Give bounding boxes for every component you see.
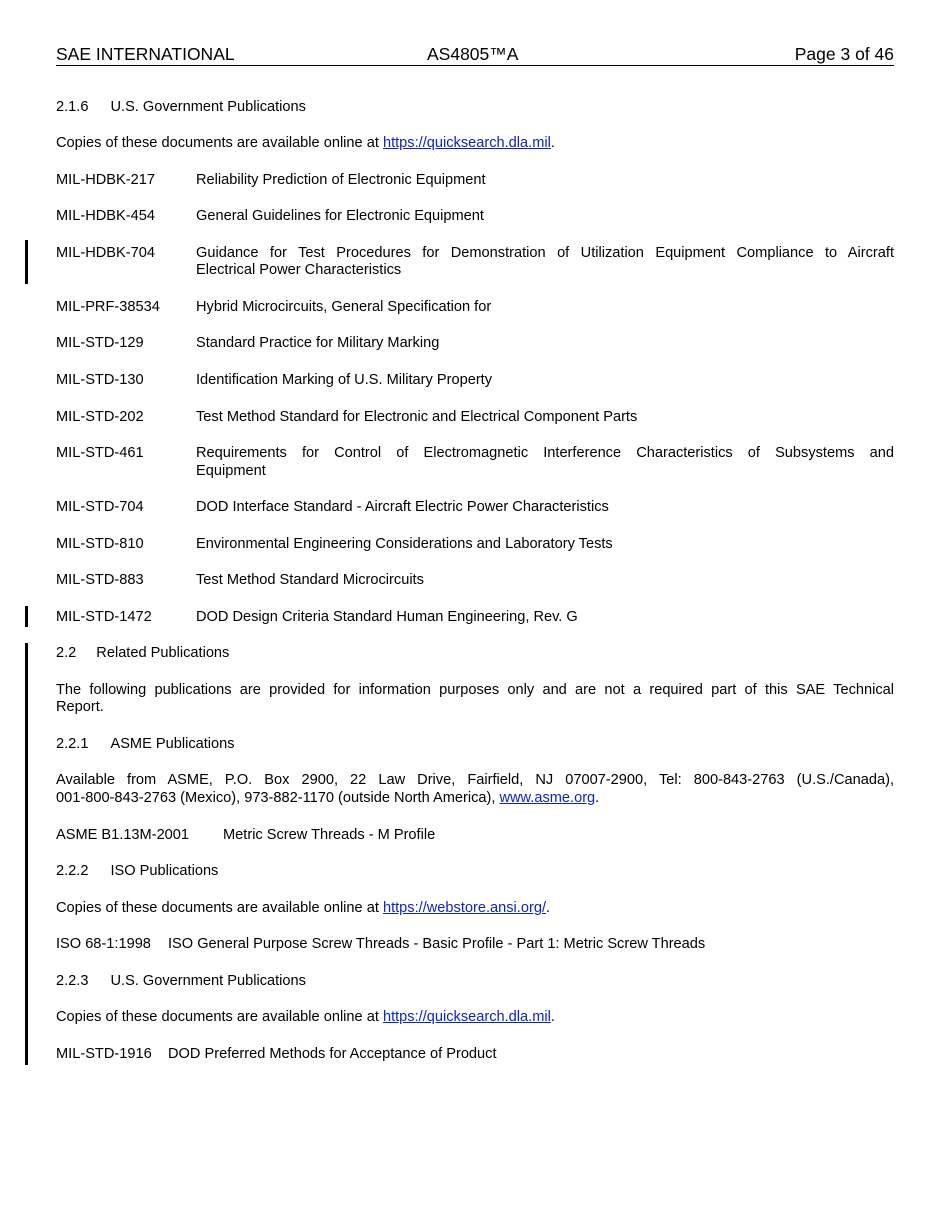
- ref-code: MIL-STD-129: [56, 335, 144, 351]
- ref-title: DOD Design Criteria Standard Human Engineering, Rev. G: [196, 609, 578, 625]
- section-number: 2.2.1: [56, 736, 89, 752]
- paragraph-text: Copies of these documents are available online at: [56, 900, 383, 916]
- ref-title-line2: Equipment: [196, 463, 266, 479]
- section-title: U.S. Government Publications: [110, 973, 306, 989]
- ref-title: ISO General Purpose Screw Threads - Basic Profile - Part 1: Metric Screw Threads: [168, 936, 706, 952]
- ref-title: DOD Interface Standard - Aircraft Electric Power Characteristics: [196, 499, 609, 515]
- ref-code: MIL-HDBK-217: [56, 172, 155, 188]
- period: .: [595, 790, 600, 806]
- ref-code: MIL-STD-1916: [56, 1046, 152, 1062]
- paragraph-line1: Available from ASME, P.O. Box 2900, 22 Law Drive, Fairfield, NJ 07007-2900, Tel: 800-843-2763 (U.S./Canada),: [56, 772, 894, 788]
- section-number: 2.1.6: [56, 99, 89, 115]
- section-title: U.S. Government Publications: [110, 99, 306, 115]
- revision-bar: [25, 643, 28, 1065]
- paragraph-line2: [56, 789, 599, 807]
- ref-code: MIL-HDBK-704: [56, 245, 155, 261]
- section-number: 2.2: [56, 645, 77, 661]
- ref-title: Environmental Engineering Considerations and Laboratory Tests: [196, 536, 613, 552]
- ref-title-line1: Requirements for Control of Electromagnetic Interference Characteristics of Subsystems and: [196, 445, 894, 461]
- ref-title: DOD Preferred Methods for Acceptance of Product: [168, 1046, 497, 1062]
- section-number: 2.2.2: [56, 863, 89, 879]
- availability-paragraph: [56, 899, 550, 917]
- paragraph-text: Copies of these documents are available online at: [56, 1009, 383, 1025]
- ref-title: Test Method Standard Microcircuits: [196, 572, 424, 588]
- ref-code: MIL-STD-130: [56, 372, 144, 388]
- availability-paragraph: [56, 1008, 555, 1026]
- dla-quicksearch-link[interactable]: https://quicksearch.dla.mil: [382, 135, 551, 151]
- header-org: SAE INTERNATIONAL: [56, 44, 235, 64]
- dla-quicksearch-link[interactable]: https://quicksearch.dla.mil: [382, 1009, 551, 1025]
- paragraph-line1: The following publications are provided for information purposes only and are not a required part of this SAE Technical: [56, 682, 894, 698]
- paragraph-text: 001-800-843-2763 (Mexico), 973-882-1170 (outside North America),: [56, 790, 500, 806]
- ref-title: Reliability Prediction of Electronic Equipment: [196, 172, 486, 188]
- ref-code: MIL-PRF-38534: [56, 299, 160, 315]
- ansi-webstore-link[interactable]: https://webstore.ansi.org/: [382, 900, 546, 916]
- ref-code: MIL-STD-810: [56, 536, 144, 552]
- period: .: [550, 1009, 555, 1025]
- ref-title: Hybrid Microcircuits, General Specification for: [196, 299, 492, 315]
- ref-title: Test Method Standard for Electronic and Electrical Component Parts: [196, 409, 638, 425]
- revision-bar: [25, 606, 28, 627]
- ref-title: General Guidelines for Electronic Equipment: [196, 208, 484, 224]
- availability-paragraph: [56, 134, 555, 152]
- ref-code: MIL-STD-883: [56, 572, 144, 588]
- paragraph-text: Copies of these documents are available online at: [56, 135, 383, 151]
- paragraph-line2: Report.: [56, 699, 104, 715]
- ref-code: MIL-STD-461: [56, 445, 144, 461]
- page-header: [56, 44, 894, 66]
- ref-code: MIL-HDBK-454: [56, 208, 155, 224]
- section-title: Related Publications: [96, 645, 230, 661]
- section-heading: [56, 735, 235, 753]
- ref-title: Standard Practice for Military Marking: [196, 335, 440, 351]
- section-title: ASME Publications: [110, 736, 235, 752]
- ref-code: ASME B1.13M-2001: [56, 827, 190, 843]
- section-heading: [56, 644, 229, 662]
- asme-link[interactable]: www.asme.org: [499, 790, 596, 806]
- ref-code: MIL-STD-704: [56, 499, 144, 515]
- ref-title: Metric Screw Threads - M Profile: [223, 827, 436, 843]
- section-title: ISO Publications: [110, 863, 219, 879]
- period: .: [550, 135, 555, 151]
- revision-bar: [25, 240, 28, 284]
- ref-title-line2: Electrical Power Characteristics: [196, 262, 402, 278]
- ref-title-line1: Guidance for Test Procedures for Demonstration of Utilization Equipment Compliance to Aircraft: [196, 245, 894, 261]
- ref-title: Identification Marking of U.S. Military Property: [196, 372, 493, 388]
- period: .: [546, 900, 551, 916]
- section-heading: [56, 862, 218, 880]
- section-heading: [56, 98, 306, 116]
- section-heading: [56, 972, 306, 990]
- header-page-number: Page 3 of 46: [794, 44, 894, 64]
- ref-code: ISO 68-1:1998: [56, 936, 151, 952]
- ref-code: MIL-STD-202: [56, 409, 144, 425]
- header-doc-number: AS4805™A: [427, 44, 519, 64]
- ref-code: MIL-STD-1472: [56, 609, 152, 625]
- section-number: 2.2.3: [56, 973, 89, 989]
